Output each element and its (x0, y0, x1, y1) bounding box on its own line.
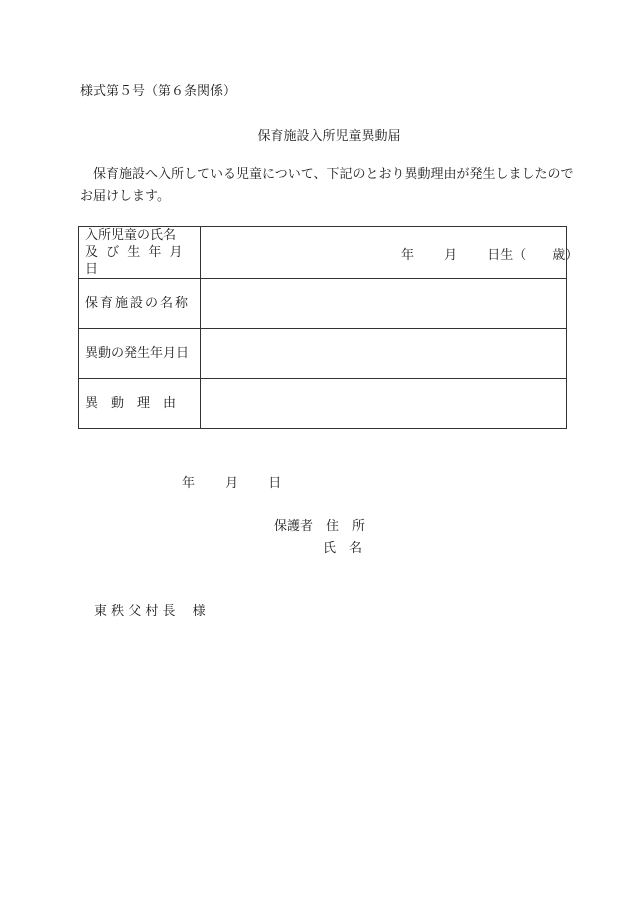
guardian-address-label: 保護者 住 所 (274, 519, 366, 534)
transfer-reason-field[interactable] (201, 379, 567, 429)
table-row (79, 227, 567, 279)
child-name-birthdate-field[interactable] (201, 227, 579, 279)
label-line: 入所児童の氏名 (85, 228, 177, 243)
transfer-date-label: 異動の発生年月日 (79, 329, 201, 379)
intro-text: 保育施設へ入所している児童について、下記のとおり異動理由が発生しましたのでお届けします。 (80, 167, 574, 204)
table-row (79, 279, 567, 329)
child-name-birthdate-label (79, 227, 201, 279)
addressee: 東 秩 父 村 長 様 (94, 604, 206, 619)
transfer-reason-label: 異 動 理 由 (79, 379, 201, 429)
facility-name-field[interactable] (201, 279, 567, 329)
page-title: 保育施設入所児童異動届 (257, 129, 401, 144)
label-line: 及 び 生 年 月 日 (85, 245, 185, 277)
transfer-date-field[interactable] (201, 329, 567, 379)
guardian-name-label: 氏 名 (323, 541, 363, 556)
table-row (79, 329, 567, 379)
birthdate-slot: 年 月 日生（ 歳） (401, 248, 579, 263)
table-row (79, 379, 567, 429)
facility-name-label: 保育施設の名称 (79, 279, 201, 329)
form-number: 様式第５号（第６条関係） (80, 84, 237, 99)
info-table (78, 226, 579, 429)
submission-date: 年 月 日 (182, 476, 282, 491)
